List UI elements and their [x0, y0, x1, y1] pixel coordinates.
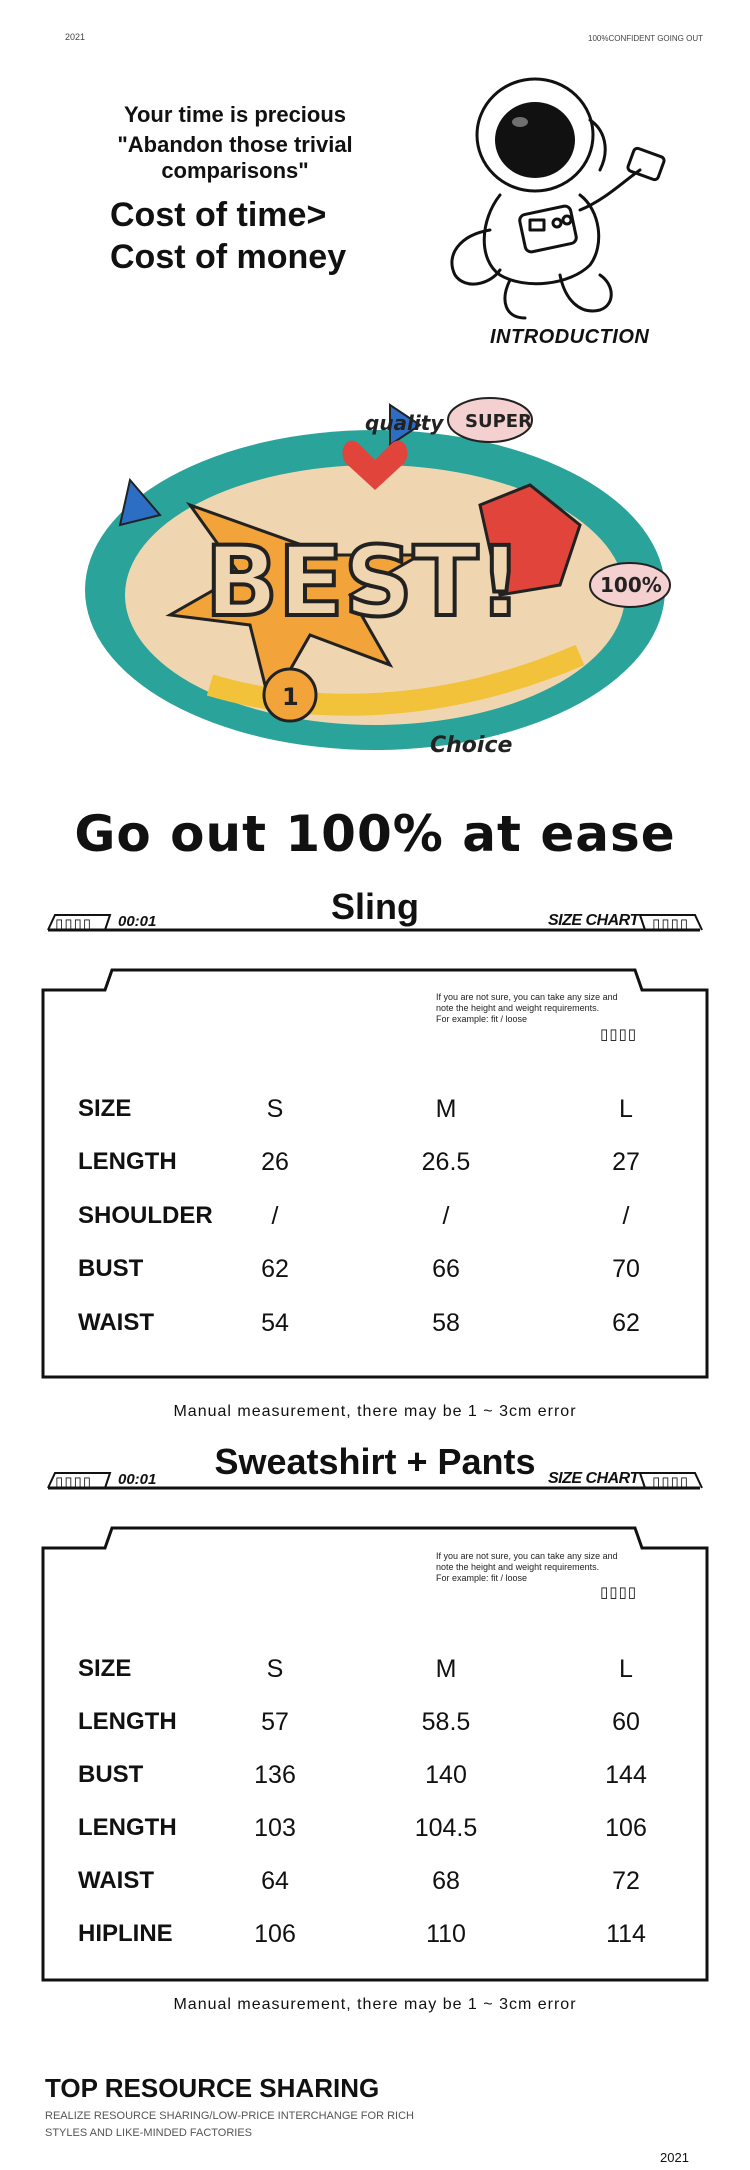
sticker-medal-text: 1 [282, 683, 299, 711]
sling-note-boxes: ▯▯▯▯ [600, 1026, 638, 1043]
table-row: WAIST 54 58 62 [78, 1309, 640, 1337]
sweatshirt-size-chart-label: SIZE CHART [548, 1470, 639, 1487]
sling-size-note: If you are not sure, you can take any size and note the height and weight requirements. For example: fit / loose [436, 992, 618, 1024]
table-row: LENGTH 57 58.5 60 [78, 1708, 640, 1736]
sticker-quality-text: quality [365, 411, 444, 435]
sling-header-boxes-right: ▯▯▯▯ [652, 916, 690, 933]
sweatshirt-note-boxes: ▯▯▯▯ [600, 1584, 638, 1601]
sweatshirt-error-note: Manual measurement, there may be 1 ~ 3cm error [173, 1996, 577, 2013]
sling-error-note: Manual measurement, there may be 1 ~ 3cm error [173, 1403, 577, 1420]
hero-line-1: Your time is precious [123, 102, 347, 127]
sticker-choice-text: Choice [430, 733, 513, 758]
sling-size-chart-label: SIZE CHART [548, 912, 639, 929]
best-doodle-illustration [60, 385, 690, 785]
table-row: SHOULDER / / / [78, 1202, 630, 1230]
header-year: 2021 [65, 32, 86, 42]
footer-title: TOP RESOURCE SHARING [45, 2073, 380, 2103]
header-tagline: 100%CONFIDENT GOING OUT [588, 34, 703, 43]
table-row: LENGTH 103 104.5 106 [78, 1814, 647, 1842]
hero-line-2: "Abandon those trivial comparisons" [117, 132, 353, 183]
sweatshirt-header-boxes-left: ▯▯▯▯ [55, 1474, 93, 1491]
table-row: LENGTH 26 26.5 27 [78, 1148, 640, 1176]
table-row: WAIST 64 68 72 [78, 1867, 640, 1895]
table-row: BUST 136 140 144 [78, 1761, 647, 1789]
astronaut-illustration [440, 60, 680, 325]
sweatshirt-header-boxes-right: ▯▯▯▯ [652, 1474, 690, 1491]
table-header-row: SIZE S M L [78, 1655, 633, 1683]
hero-big-1: Cost of time> [110, 196, 327, 234]
sling-time-code: 00:01 [118, 913, 157, 930]
sticker-best-text: BEST! [205, 526, 523, 638]
sweatshirt-time-code: 00:01 [118, 1471, 157, 1488]
sweatshirt-size-note: If you are not sure, you can take any size and note the height and weight requirements. For example: fit / loose [436, 1551, 618, 1583]
sling-title: Sling [331, 886, 419, 927]
footer-subtitle-1: REALIZE RESOURCE SHARING/LOW-PRICE INTERCHANGE FOR RICH [45, 2110, 414, 2122]
table-row: HIPLINE 106 110 114 [78, 1920, 646, 1948]
footer-year: 2021 [660, 2150, 689, 2165]
hero-big-2: Cost of money [110, 238, 347, 276]
sticker-percent-text: 100% [600, 573, 662, 597]
sticker-super-text: SUPER [465, 411, 532, 432]
main-tagline: Go out 100% at ease [74, 805, 676, 863]
introduction-heading: INTRODUCTION [490, 326, 650, 348]
table-header-row: SIZE S M L [78, 1095, 633, 1123]
sweatshirt-title: Sweatshirt + Pants [214, 1441, 536, 1482]
sling-header-boxes-left: ▯▯▯▯ [55, 916, 93, 933]
table-row: BUST 62 66 70 [78, 1255, 640, 1283]
footer-subtitle-2: STYLES AND LIKE-MINDED FACTORIES [45, 2127, 253, 2139]
